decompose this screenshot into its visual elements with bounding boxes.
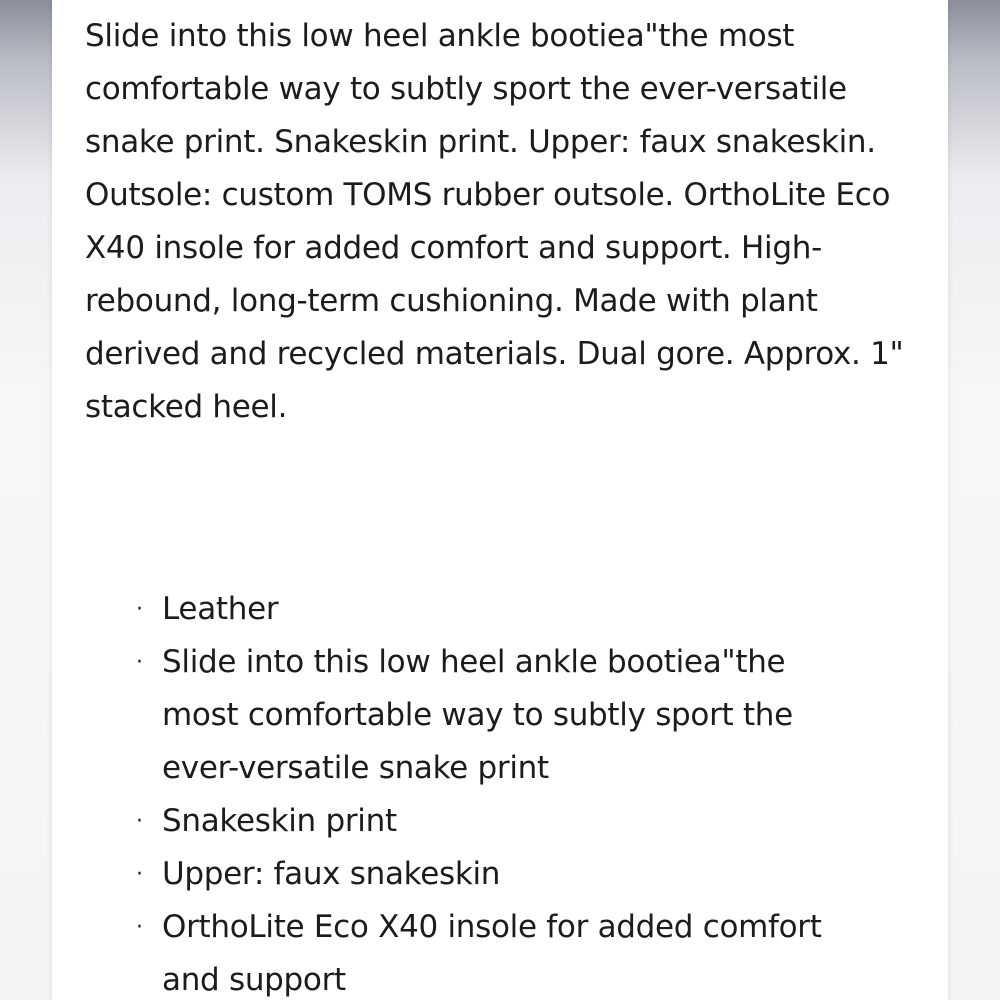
feature-text: Leather xyxy=(162,591,279,627)
list-item xyxy=(134,901,854,1000)
feature-text: Upper: faux snakeskin xyxy=(162,856,501,892)
feature-text: OrthoLite Eco X40 insole for added comfort and support xyxy=(162,909,822,998)
bullet-icon: · xyxy=(136,915,143,940)
feature-list xyxy=(134,583,854,1000)
product-description: Slide into this low heel ankle bootiea"the most comfortable way to subtly sport the ever-versatile snake print. Snakeskin print. Upper: faux snakeskin. Outsole: custom TOMS rubber outsole. OrthoLite Eco X40 insole for added comfort and support. High-rebound, long-term cushioning. Made with plant derived and recycled materials. Dual gore. Approx. 1" stacked heel. xyxy=(85,18,904,425)
list-item xyxy=(134,795,854,848)
product-details-card xyxy=(52,0,948,1000)
list-item xyxy=(134,636,854,795)
bullet-icon: · xyxy=(136,809,143,834)
bullet-icon: · xyxy=(136,862,143,887)
list-item xyxy=(134,848,854,901)
feature-text: Snakeskin print xyxy=(162,803,397,839)
bullet-icon: · xyxy=(136,597,143,622)
bullet-icon: · xyxy=(136,650,143,675)
list-item xyxy=(134,583,854,636)
feature-text: Slide into this low heel ankle bootiea"the most comfortable way to subtly sport the ever-versatile snake print xyxy=(162,644,793,786)
